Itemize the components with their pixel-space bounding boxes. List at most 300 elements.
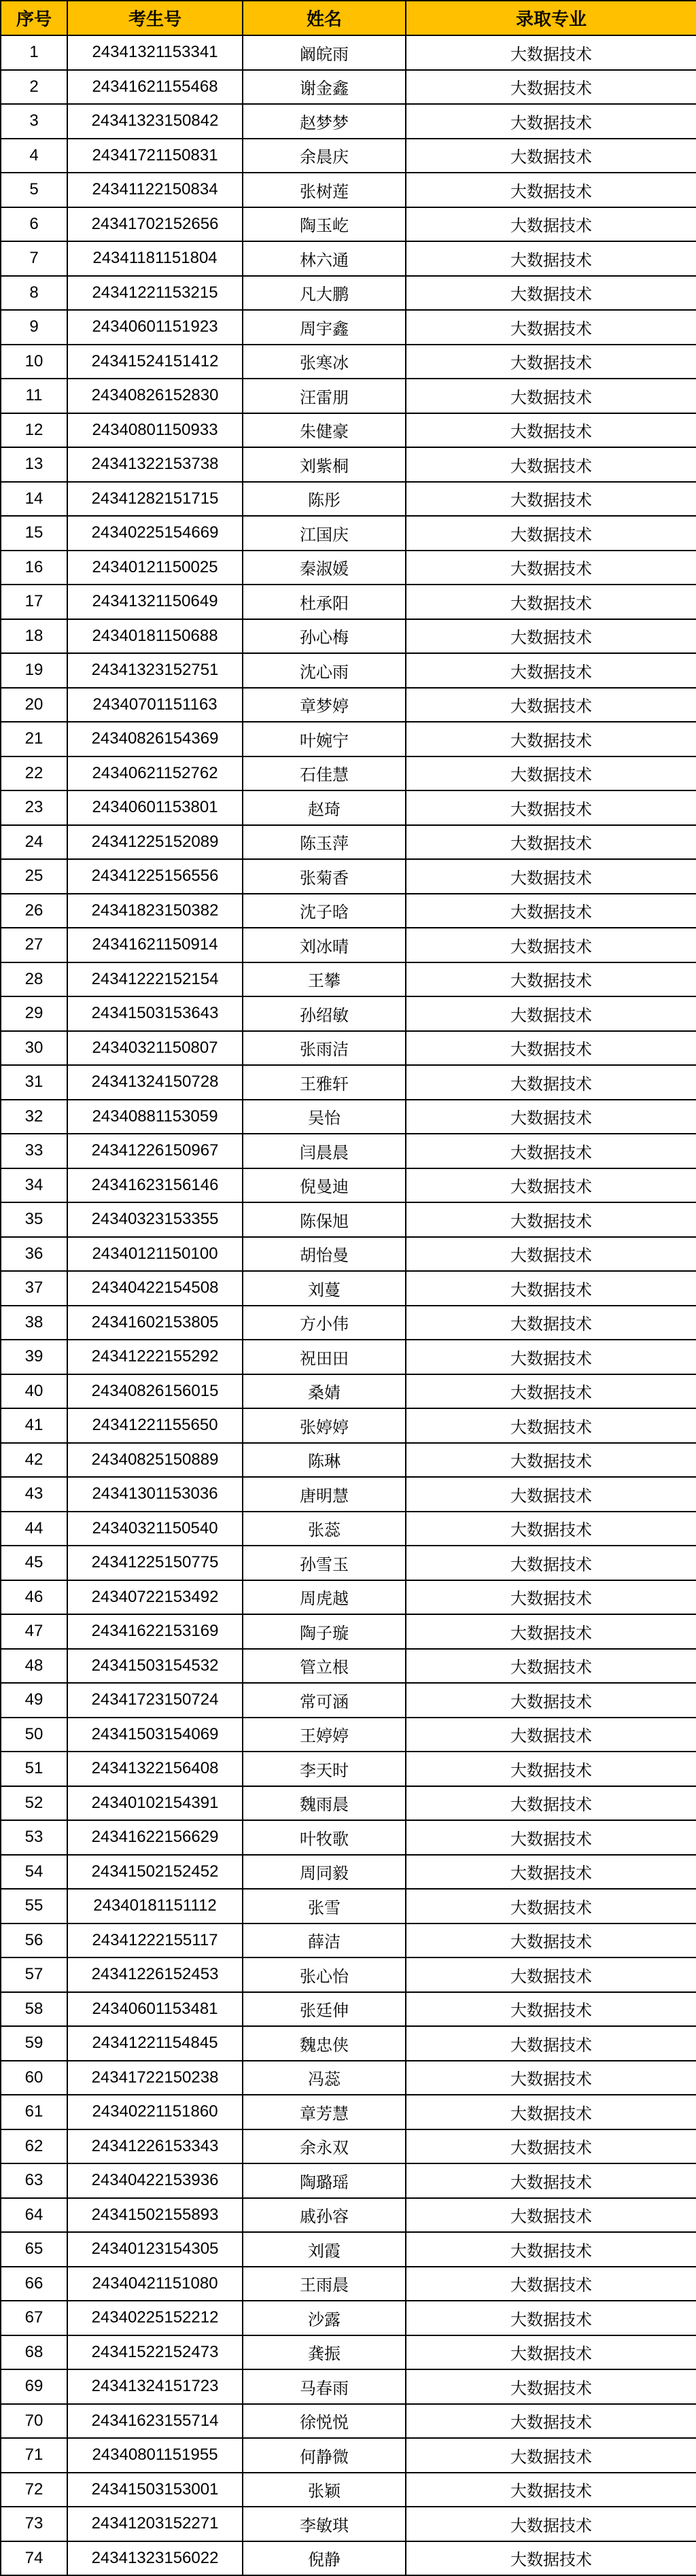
row-seq: 65 bbox=[1, 2232, 67, 2267]
table-row bbox=[1, 1271, 696, 1306]
row-major: 大数据技术 bbox=[406, 1065, 696, 1100]
table-row bbox=[1, 70, 696, 105]
table-row bbox=[1, 207, 696, 242]
row-seq: 66 bbox=[1, 2267, 67, 2301]
row-name: 祝田田 bbox=[243, 1340, 406, 1374]
row-candidate-id: 24341221155650 bbox=[67, 1408, 243, 1443]
row-candidate-id: 24340421151080 bbox=[67, 2267, 243, 2301]
header-name: 姓名 bbox=[243, 1, 406, 35]
row-major: 大数据技术 bbox=[406, 345, 696, 379]
row-major: 大数据技术 bbox=[406, 2369, 696, 2404]
row-candidate-id: 24341503153001 bbox=[67, 2473, 243, 2507]
row-seq: 25 bbox=[1, 859, 67, 894]
row-seq: 52 bbox=[1, 1786, 67, 1821]
row-major: 大数据技术 bbox=[406, 207, 696, 242]
row-seq: 45 bbox=[1, 1546, 67, 1580]
row-seq: 47 bbox=[1, 1614, 67, 1649]
row-seq: 18 bbox=[1, 619, 67, 654]
row-name: 陶子璇 bbox=[243, 1614, 406, 1649]
table-row bbox=[1, 1237, 696, 1272]
table-row bbox=[1, 1134, 696, 1168]
table-row bbox=[1, 1340, 696, 1374]
row-seq: 5 bbox=[1, 173, 67, 207]
row-name: 张心怡 bbox=[243, 1957, 406, 1992]
table-row bbox=[1, 722, 696, 756]
row-major: 大数据技术 bbox=[406, 104, 696, 139]
row-seq: 36 bbox=[1, 1237, 67, 1272]
row-major: 大数据技术 bbox=[406, 2267, 696, 2301]
row-candidate-id: 24340826156015 bbox=[67, 1374, 243, 1409]
table-row bbox=[1, 1889, 696, 1924]
row-major: 大数据技术 bbox=[406, 2404, 696, 2439]
row-major: 大数据技术 bbox=[406, 1202, 696, 1237]
row-seq: 11 bbox=[1, 379, 67, 413]
row-seq: 43 bbox=[1, 1477, 67, 1512]
row-candidate-id: 24341322156408 bbox=[67, 1752, 243, 1786]
row-seq: 31 bbox=[1, 1065, 67, 1100]
row-seq: 74 bbox=[1, 2541, 67, 2576]
row-name: 汪雷朋 bbox=[243, 379, 406, 413]
row-candidate-id: 24340102154391 bbox=[67, 1786, 243, 1821]
row-seq: 64 bbox=[1, 2198, 67, 2233]
row-name: 陶璐瑶 bbox=[243, 2163, 406, 2198]
row-seq: 33 bbox=[1, 1134, 67, 1168]
row-name: 周虎越 bbox=[243, 1580, 406, 1615]
row-name: 张树莲 bbox=[243, 173, 406, 207]
table-row bbox=[1, 2026, 696, 2061]
row-major: 大数据技术 bbox=[406, 1786, 696, 1821]
table-row bbox=[1, 2541, 696, 2576]
row-major: 大数据技术 bbox=[406, 2335, 696, 2370]
row-candidate-id: 24340121150025 bbox=[67, 551, 243, 585]
row-candidate-id: 24341324151723 bbox=[67, 2369, 243, 2404]
table-row bbox=[1, 790, 696, 825]
row-major: 大数据技术 bbox=[406, 859, 696, 894]
row-major: 大数据技术 bbox=[406, 70, 696, 105]
row-major: 大数据技术 bbox=[406, 996, 696, 1031]
row-major: 大数据技术 bbox=[406, 688, 696, 723]
row-candidate-id: 24340321150807 bbox=[67, 1031, 243, 1066]
row-candidate-id: 24341323156022 bbox=[67, 2541, 243, 2576]
row-name: 李天时 bbox=[243, 1752, 406, 1786]
table-row bbox=[1, 1374, 696, 1409]
row-seq: 53 bbox=[1, 1820, 67, 1855]
row-seq: 37 bbox=[1, 1271, 67, 1306]
row-candidate-id: 24341222155292 bbox=[67, 1340, 243, 1374]
row-candidate-id: 24340181151112 bbox=[67, 1889, 243, 1924]
row-major: 大数据技术 bbox=[406, 35, 696, 70]
table-row bbox=[1, 2129, 696, 2164]
row-candidate-id: 24341522152473 bbox=[67, 2335, 243, 2370]
row-seq: 34 bbox=[1, 1168, 67, 1203]
row-name: 方小伟 bbox=[243, 1306, 406, 1340]
row-name: 胡怡曼 bbox=[243, 1237, 406, 1272]
row-major: 大数据技术 bbox=[406, 1649, 696, 1684]
row-seq: 21 bbox=[1, 722, 67, 756]
table-row bbox=[1, 1786, 696, 1821]
row-name: 叶婉宁 bbox=[243, 722, 406, 756]
row-major: 大数据技术 bbox=[406, 2507, 696, 2541]
table-row bbox=[1, 447, 696, 482]
row-candidate-id: 24340422154508 bbox=[67, 1271, 243, 1306]
row-name: 陈彤 bbox=[243, 482, 406, 517]
row-major: 大数据技术 bbox=[406, 1374, 696, 1409]
row-name: 阚皖雨 bbox=[243, 35, 406, 70]
table-row bbox=[1, 1546, 696, 1580]
row-candidate-id: 24341122150834 bbox=[67, 173, 243, 207]
row-major: 大数据技术 bbox=[406, 1614, 696, 1649]
table-row bbox=[1, 35, 696, 70]
table-row bbox=[1, 2404, 696, 2439]
row-major: 大数据技术 bbox=[406, 2095, 696, 2129]
row-candidate-id: 24341622153169 bbox=[67, 1614, 243, 1649]
row-name: 王婷婷 bbox=[243, 1718, 406, 1752]
header-candidate-id: 考生号 bbox=[67, 1, 243, 35]
row-seq: 41 bbox=[1, 1408, 67, 1443]
row-name: 余晨庆 bbox=[243, 139, 406, 173]
row-name: 王雅轩 bbox=[243, 1065, 406, 1100]
row-name: 李敏琪 bbox=[243, 2507, 406, 2541]
row-candidate-id: 24340722153492 bbox=[67, 1580, 243, 1615]
row-seq: 27 bbox=[1, 928, 67, 962]
row-candidate-id: 24341323150842 bbox=[67, 104, 243, 139]
row-seq: 54 bbox=[1, 1855, 67, 1890]
table-row bbox=[1, 1924, 696, 1958]
table-row bbox=[1, 2473, 696, 2507]
row-major: 大数据技术 bbox=[406, 962, 696, 997]
row-seq: 28 bbox=[1, 962, 67, 997]
row-seq: 48 bbox=[1, 1649, 67, 1684]
row-major: 大数据技术 bbox=[406, 2232, 696, 2267]
row-name: 章梦婷 bbox=[243, 688, 406, 723]
row-seq: 50 bbox=[1, 1718, 67, 1752]
table-row bbox=[1, 859, 696, 894]
row-major: 大数据技术 bbox=[406, 2198, 696, 2233]
row-seq: 44 bbox=[1, 1512, 67, 1546]
row-candidate-id: 24341524151412 bbox=[67, 345, 243, 379]
row-major: 大数据技术 bbox=[406, 825, 696, 860]
table-row bbox=[1, 379, 696, 413]
row-seq: 67 bbox=[1, 2301, 67, 2335]
row-major: 大数据技术 bbox=[406, 1992, 696, 2027]
row-major: 大数据技术 bbox=[406, 2129, 696, 2164]
row-major: 大数据技术 bbox=[406, 139, 696, 173]
row-major: 大数据技术 bbox=[406, 653, 696, 688]
table-row bbox=[1, 1614, 696, 1649]
table-row bbox=[1, 173, 696, 207]
row-name: 薛洁 bbox=[243, 1924, 406, 1958]
row-name: 张廷伸 bbox=[243, 1992, 406, 2027]
header-row bbox=[1, 1, 696, 35]
table-row bbox=[1, 241, 696, 276]
row-candidate-id: 24341602153805 bbox=[67, 1306, 243, 1340]
row-candidate-id: 24340601153481 bbox=[67, 1992, 243, 2027]
row-candidate-id: 24341321153341 bbox=[67, 35, 243, 70]
table-row bbox=[1, 2163, 696, 2198]
row-name: 沙露 bbox=[243, 2301, 406, 2335]
row-seq: 58 bbox=[1, 1992, 67, 2027]
row-major: 大数据技术 bbox=[406, 1306, 696, 1340]
table-row bbox=[1, 894, 696, 928]
row-name: 唐明慧 bbox=[243, 1477, 406, 1512]
row-candidate-id: 24341623156146 bbox=[67, 1168, 243, 1203]
row-major: 大数据技术 bbox=[406, 551, 696, 585]
row-name: 桑婧 bbox=[243, 1374, 406, 1409]
row-name: 沈子晗 bbox=[243, 894, 406, 928]
row-seq: 29 bbox=[1, 996, 67, 1031]
row-seq: 57 bbox=[1, 1957, 67, 1992]
row-seq: 61 bbox=[1, 2095, 67, 2129]
row-name: 秦淑媛 bbox=[243, 551, 406, 585]
row-seq: 39 bbox=[1, 1340, 67, 1374]
table-row bbox=[1, 1100, 696, 1134]
row-major: 大数据技术 bbox=[406, 1752, 696, 1786]
row-major: 大数据技术 bbox=[406, 1477, 696, 1512]
row-major: 大数据技术 bbox=[406, 1408, 696, 1443]
row-name: 张婷婷 bbox=[243, 1408, 406, 1443]
row-major: 大数据技术 bbox=[406, 1820, 696, 1855]
row-candidate-id: 24341221154845 bbox=[67, 2026, 243, 2061]
row-seq: 30 bbox=[1, 1031, 67, 1066]
row-seq: 13 bbox=[1, 447, 67, 482]
row-candidate-id: 24341503154069 bbox=[67, 1718, 243, 1752]
table-row bbox=[1, 1752, 696, 1786]
row-candidate-id: 24341503154532 bbox=[67, 1649, 243, 1684]
table-row bbox=[1, 1512, 696, 1546]
row-name: 谢金鑫 bbox=[243, 70, 406, 105]
row-candidate-id: 24341203152271 bbox=[67, 2507, 243, 2541]
row-seq: 19 bbox=[1, 653, 67, 688]
row-major: 大数据技术 bbox=[406, 1340, 696, 1374]
row-seq: 23 bbox=[1, 790, 67, 825]
row-name: 孙绍敏 bbox=[243, 996, 406, 1031]
table-row bbox=[1, 2438, 696, 2473]
row-seq: 4 bbox=[1, 139, 67, 173]
row-name: 陈玉萍 bbox=[243, 825, 406, 860]
table-row bbox=[1, 2061, 696, 2095]
row-major: 大数据技术 bbox=[406, 585, 696, 619]
table-row bbox=[1, 756, 696, 791]
row-major: 大数据技术 bbox=[406, 482, 696, 517]
table-row bbox=[1, 2301, 696, 2335]
row-seq: 59 bbox=[1, 2026, 67, 2061]
row-name: 凡大鹏 bbox=[243, 276, 406, 311]
row-name: 吴怡 bbox=[243, 1100, 406, 1134]
row-seq: 69 bbox=[1, 2369, 67, 2404]
row-major: 大数据技术 bbox=[406, 241, 696, 276]
row-candidate-id: 24340123154305 bbox=[67, 2232, 243, 2267]
row-seq: 42 bbox=[1, 1443, 67, 1478]
table-row bbox=[1, 1820, 696, 1855]
table-row bbox=[1, 1168, 696, 1203]
row-candidate-id: 24341823150382 bbox=[67, 894, 243, 928]
row-candidate-id: 24340323153355 bbox=[67, 1202, 243, 1237]
table-row bbox=[1, 482, 696, 517]
row-seq: 12 bbox=[1, 413, 67, 448]
row-candidate-id: 24341324150728 bbox=[67, 1065, 243, 1100]
row-candidate-id: 24341723150724 bbox=[67, 1683, 243, 1718]
row-name: 周宇鑫 bbox=[243, 310, 406, 345]
row-seq: 72 bbox=[1, 2473, 67, 2507]
row-seq: 55 bbox=[1, 1889, 67, 1924]
row-candidate-id: 24341502152452 bbox=[67, 1855, 243, 1890]
row-seq: 26 bbox=[1, 894, 67, 928]
row-name: 冯蕊 bbox=[243, 2061, 406, 2095]
row-major: 大数据技术 bbox=[406, 1100, 696, 1134]
row-major: 大数据技术 bbox=[406, 894, 696, 928]
row-candidate-id: 24341222155117 bbox=[67, 1924, 243, 1958]
row-seq: 49 bbox=[1, 1683, 67, 1718]
table-row bbox=[1, 2335, 696, 2370]
row-major: 大数据技术 bbox=[406, 1924, 696, 1958]
table-row bbox=[1, 551, 696, 585]
row-major: 大数据技术 bbox=[406, 790, 696, 825]
row-seq: 22 bbox=[1, 756, 67, 791]
row-name: 陶玉屹 bbox=[243, 207, 406, 242]
row-seq: 62 bbox=[1, 2129, 67, 2164]
row-major: 大数据技术 bbox=[406, 413, 696, 448]
table-row bbox=[1, 2369, 696, 2404]
table-row bbox=[1, 1992, 696, 2027]
row-seq: 3 bbox=[1, 104, 67, 139]
row-candidate-id: 24341721150831 bbox=[67, 139, 243, 173]
row-major: 大数据技术 bbox=[406, 276, 696, 311]
table-row bbox=[1, 310, 696, 345]
row-name: 张雪 bbox=[243, 1889, 406, 1924]
row-candidate-id: 24340601153801 bbox=[67, 790, 243, 825]
row-name: 陈琳 bbox=[243, 1443, 406, 1478]
table-row bbox=[1, 1580, 696, 1615]
row-name: 刘霞 bbox=[243, 2232, 406, 2267]
table-row bbox=[1, 2095, 696, 2129]
table-row bbox=[1, 1408, 696, 1443]
row-name: 闫晨晨 bbox=[243, 1134, 406, 1168]
row-seq: 2 bbox=[1, 70, 67, 105]
table-row bbox=[1, 2507, 696, 2541]
row-candidate-id: 24340181150688 bbox=[67, 619, 243, 654]
row-seq: 24 bbox=[1, 825, 67, 860]
row-candidate-id: 24341225152089 bbox=[67, 825, 243, 860]
table-row bbox=[1, 516, 696, 551]
table-row bbox=[1, 2198, 696, 2233]
row-name: 林六通 bbox=[243, 241, 406, 276]
row-candidate-id: 24340801151955 bbox=[67, 2438, 243, 2473]
row-major: 大数据技术 bbox=[406, 2473, 696, 2507]
row-candidate-id: 24341226150967 bbox=[67, 1134, 243, 1168]
row-name: 管立根 bbox=[243, 1649, 406, 1684]
row-major: 大数据技术 bbox=[406, 756, 696, 791]
row-candidate-id: 24341222152154 bbox=[67, 962, 243, 997]
row-candidate-id: 24341181151804 bbox=[67, 241, 243, 276]
row-candidate-id: 24341621155468 bbox=[67, 70, 243, 105]
row-major: 大数据技术 bbox=[406, 1168, 696, 1203]
row-candidate-id: 24340121150100 bbox=[67, 1237, 243, 1272]
row-candidate-id: 24340225154669 bbox=[67, 516, 243, 551]
row-candidate-id: 24341322153738 bbox=[67, 447, 243, 482]
row-seq: 35 bbox=[1, 1202, 67, 1237]
row-name: 赵梦梦 bbox=[243, 104, 406, 139]
row-name: 石佳慧 bbox=[243, 756, 406, 791]
row-name: 周同毅 bbox=[243, 1855, 406, 1890]
row-seq: 56 bbox=[1, 1924, 67, 1958]
row-seq: 70 bbox=[1, 2404, 67, 2439]
row-major: 大数据技术 bbox=[406, 516, 696, 551]
row-name: 刘蔓 bbox=[243, 1271, 406, 1306]
row-candidate-id: 24340225152212 bbox=[67, 2301, 243, 2335]
row-candidate-id: 24340826154369 bbox=[67, 722, 243, 756]
row-major: 大数据技术 bbox=[406, 1855, 696, 1890]
row-name: 余永双 bbox=[243, 2129, 406, 2164]
row-major: 大数据技术 bbox=[406, 619, 696, 654]
row-major: 大数据技术 bbox=[406, 1718, 696, 1752]
row-candidate-id: 24341621150914 bbox=[67, 928, 243, 962]
table-row bbox=[1, 1477, 696, 1512]
row-name: 孙心梅 bbox=[243, 619, 406, 654]
row-major: 大数据技术 bbox=[406, 928, 696, 962]
row-major: 大数据技术 bbox=[406, 1580, 696, 1615]
table-body bbox=[1, 35, 696, 2575]
row-major: 大数据技术 bbox=[406, 2541, 696, 2576]
table-row bbox=[1, 928, 696, 962]
row-name: 魏忠侠 bbox=[243, 2026, 406, 2061]
table-row bbox=[1, 1031, 696, 1066]
row-candidate-id: 24340801150933 bbox=[67, 413, 243, 448]
table-row bbox=[1, 825, 696, 860]
table-row bbox=[1, 653, 696, 688]
table-row bbox=[1, 688, 696, 723]
row-candidate-id: 24341225156556 bbox=[67, 859, 243, 894]
table-row bbox=[1, 2232, 696, 2267]
row-seq: 15 bbox=[1, 516, 67, 551]
row-name: 王攀 bbox=[243, 962, 406, 997]
table-row bbox=[1, 1202, 696, 1237]
table-row bbox=[1, 619, 696, 654]
row-seq: 68 bbox=[1, 2335, 67, 2370]
row-candidate-id: 24341623155714 bbox=[67, 2404, 243, 2439]
row-seq: 17 bbox=[1, 585, 67, 619]
row-seq: 38 bbox=[1, 1306, 67, 1340]
row-seq: 32 bbox=[1, 1100, 67, 1134]
row-seq: 1 bbox=[1, 35, 67, 70]
row-seq: 7 bbox=[1, 241, 67, 276]
row-name: 张蕊 bbox=[243, 1512, 406, 1546]
row-major: 大数据技术 bbox=[406, 173, 696, 207]
row-major: 大数据技术 bbox=[406, 1271, 696, 1306]
row-major: 大数据技术 bbox=[406, 1957, 696, 1992]
row-candidate-id: 24340601151923 bbox=[67, 310, 243, 345]
table-row bbox=[1, 996, 696, 1031]
row-candidate-id: 24340321150540 bbox=[67, 1512, 243, 1546]
row-seq: 20 bbox=[1, 688, 67, 723]
table-row bbox=[1, 1649, 696, 1684]
table-row bbox=[1, 345, 696, 379]
row-major: 大数据技术 bbox=[406, 2026, 696, 2061]
row-name: 倪曼迪 bbox=[243, 1168, 406, 1203]
row-name: 常可涵 bbox=[243, 1683, 406, 1718]
row-candidate-id: 24341722150238 bbox=[67, 2061, 243, 2095]
row-name: 王雨晨 bbox=[243, 2267, 406, 2301]
row-major: 大数据技术 bbox=[406, 1443, 696, 1478]
row-seq: 16 bbox=[1, 551, 67, 585]
row-name: 魏雨晨 bbox=[243, 1786, 406, 1821]
row-candidate-id: 24341226152453 bbox=[67, 1957, 243, 1992]
row-seq: 14 bbox=[1, 482, 67, 517]
row-candidate-id: 24341622156629 bbox=[67, 1820, 243, 1855]
row-candidate-id: 24340825150889 bbox=[67, 1443, 243, 1478]
row-seq: 63 bbox=[1, 2163, 67, 2198]
row-candidate-id: 24341702152656 bbox=[67, 207, 243, 242]
row-major: 大数据技术 bbox=[406, 1683, 696, 1718]
